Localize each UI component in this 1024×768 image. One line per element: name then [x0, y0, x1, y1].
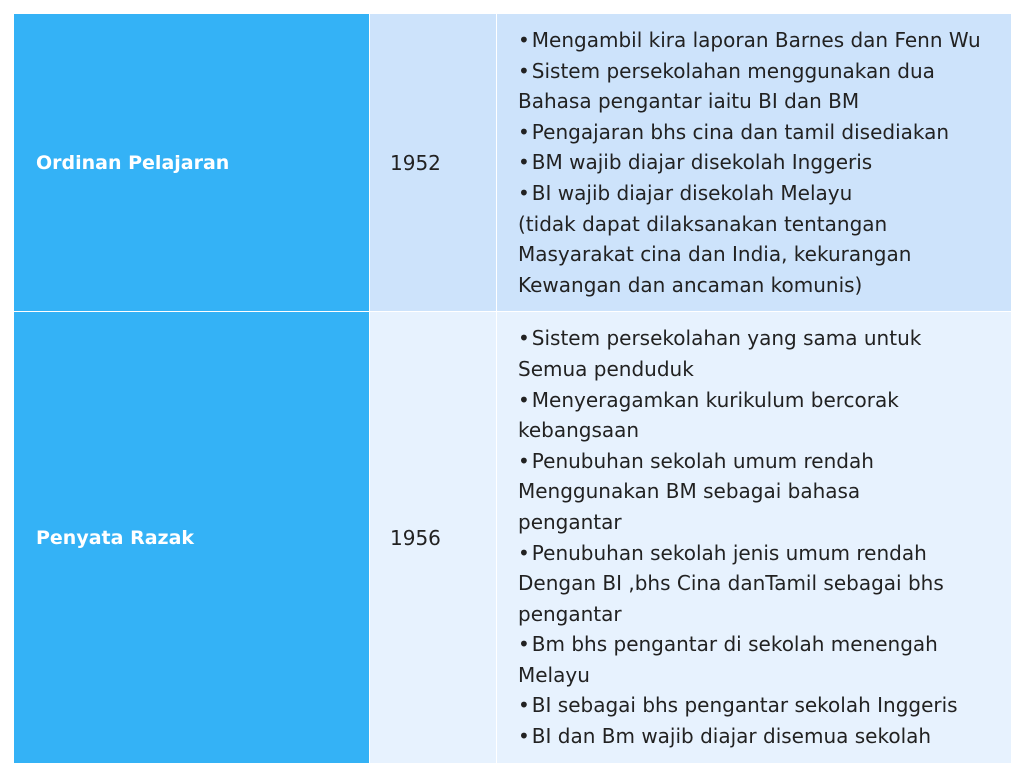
point-line	[518, 538, 999, 569]
point-line	[518, 660, 999, 691]
policy-year-cell: 1952	[370, 14, 497, 312]
point-text: Bm bhs pengantar di sekolah menengah	[531, 632, 938, 657]
bullet-icon: •	[518, 180, 530, 205]
bullet-icon: •	[518, 58, 530, 83]
bullet-icon: •	[518, 326, 530, 351]
point-text: pengantar	[518, 601, 622, 626]
point-line	[518, 209, 999, 240]
point-line	[518, 354, 999, 385]
point-line	[518, 270, 999, 301]
point-line	[518, 507, 999, 538]
point-text: Sistem persekolahan menggunakan dua	[531, 58, 935, 83]
point-text: Mengambil kira laporan Barnes dan Fenn Wu	[531, 28, 981, 52]
point-text: kebangsaan	[518, 418, 640, 443]
points-list	[518, 25, 999, 300]
point-line	[518, 568, 999, 599]
policy-points-cell	[497, 312, 1012, 763]
point-text: pengantar	[518, 509, 622, 534]
point-line	[518, 415, 999, 446]
point-text: Sistem persekolahan yang sama untuk	[531, 326, 922, 351]
point-text: BM wajib diajar disekolah Inggeris	[531, 150, 873, 175]
bullet-icon: •	[518, 448, 530, 473]
bullet-icon: •	[518, 540, 530, 565]
point-line	[518, 323, 999, 354]
point-text: Menyeragamkan kurikulum bercorak	[531, 387, 899, 412]
education-policy-table	[13, 13, 1012, 764]
points-list	[518, 323, 999, 751]
point-text: Penubuhan sekolah umum rendah	[531, 448, 874, 473]
point-line	[518, 25, 999, 56]
point-line	[518, 239, 999, 270]
point-line	[518, 147, 999, 178]
bullet-icon: •	[518, 119, 530, 144]
point-line	[518, 117, 999, 148]
point-text: Semua penduduk	[518, 356, 694, 381]
point-line	[518, 446, 999, 477]
point-line	[518, 56, 999, 87]
point-text: (tidak dapat dilaksanakan tentangan	[518, 211, 888, 236]
point-text: BI wajib diajar disekolah Melayu	[531, 180, 853, 205]
point-text: Kewangan dan ancaman komunis)	[518, 272, 863, 297]
point-text: Bahasa pengantar iaitu BI dan BM	[518, 89, 860, 114]
point-text: Dengan BI ,bhs Cina danTamil sebagai bhs	[518, 571, 944, 596]
point-text: BI dan Bm wajib diajar disemua sekolah	[531, 724, 932, 749]
point-line	[518, 86, 999, 117]
point-text: BI sebagai bhs pengantar sekolah Inggeris	[531, 693, 958, 718]
policy-year-cell: 1956	[370, 312, 497, 763]
table-row	[14, 312, 1012, 763]
point-line	[518, 629, 999, 660]
bullet-icon: •	[518, 693, 530, 718]
policy-points-cell	[497, 14, 1012, 312]
point-line	[518, 599, 999, 630]
bullet-icon: •	[518, 632, 530, 657]
point-line	[518, 721, 999, 752]
policy-title-cell: Ordinan Pelajaran	[14, 14, 370, 312]
bullet-icon: •	[518, 150, 530, 175]
bullet-icon: •	[518, 724, 530, 749]
point-line	[518, 690, 999, 721]
point-line	[518, 476, 999, 507]
point-text: Menggunakan BM sebagai bahasa	[518, 479, 861, 504]
bullet-icon: •	[518, 387, 530, 412]
bullet-icon: •	[518, 28, 530, 52]
point-line	[518, 385, 999, 416]
point-text: Melayu	[518, 662, 590, 687]
table-row	[14, 14, 1012, 312]
point-text: Penubuhan sekolah jenis umum rendah	[531, 540, 927, 565]
point-text: Masyarakat cina dan India, kekurangan	[518, 242, 912, 267]
policy-title-cell: Penyata Razak	[14, 312, 370, 763]
point-text: Pengajaran bhs cina dan tamil disediakan	[531, 119, 950, 144]
point-line	[518, 178, 999, 209]
